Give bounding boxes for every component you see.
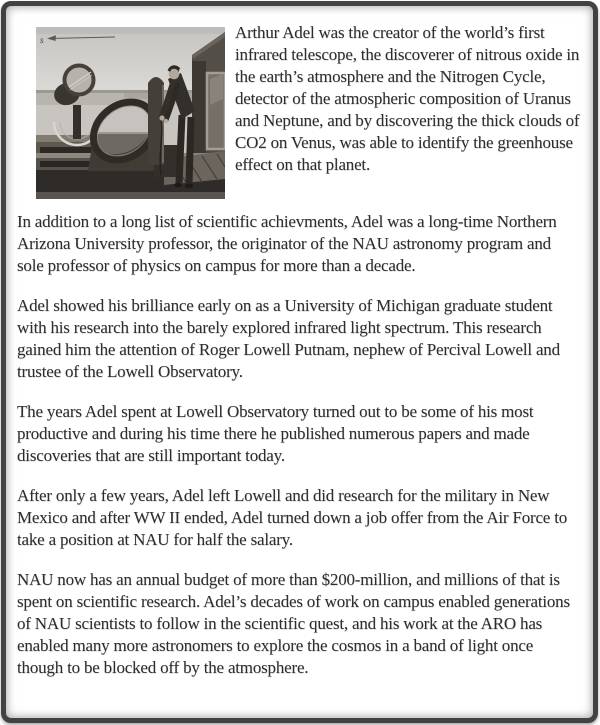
paragraph-nau-professor: In addition to a long list of scientific achievments, Adel was a long-time Northern Arizona University professor, the originator of the NAU astronomy program and sole professor of physics on campus for more than a decade. [17, 212, 557, 275]
article-content [6, 6, 593, 718]
paragraph-intro: Arthur Adel was the creator of the world’s first infrared telescope, the discoverer of nitrous oxide in the earth’s atmosphere and the Nitrogen Cycle, detector of the atmospheric composition of Uranus and Neptune, and by discovering the thick clouds of CO2 on Venus, was able to identify the greenhouse effect on that planet. [235, 23, 580, 174]
paragraph-michigan: Adel showed his brilliance early on as a University of Michigan graduate student with his research into the barely explored infrared light spectrum. This research gained him the attention of Roger Lowell Putnam, nephew of Percival Lowell and trustee of the Lowell Observatory. [17, 296, 560, 381]
document-page [1, 1, 598, 723]
telescope-pillar [148, 77, 164, 175]
paragraph-lowell-years: The years Adel spent at Lowell Observatory turned out to be some of his most productive and during his time there he published numerous papers and made discoveries that are still important today. [17, 402, 534, 465]
adel-telescope-photo [36, 27, 225, 199]
photo-illustration [36, 27, 225, 199]
paragraph-military: After only a few years, Adel left Lowell and did research for the military in New Mexico and after WW II ended, Adel turned down a job offer from the Air Force to take a position at NAU for half the salary. [17, 486, 568, 549]
paragraph-nau-budget: NAU now has an annual budget of more than $200-million, and millions of that is spent on scientific research. Adel’s decades of work on campus enabled generations of NAU scientists to follow in the scientific quest, and his work at the ARO has enabled many more astronomers to explore the cosmos in a band of light once though to be blocked off by the atmosphere. [17, 570, 570, 677]
annotation-label: s [40, 35, 44, 45]
